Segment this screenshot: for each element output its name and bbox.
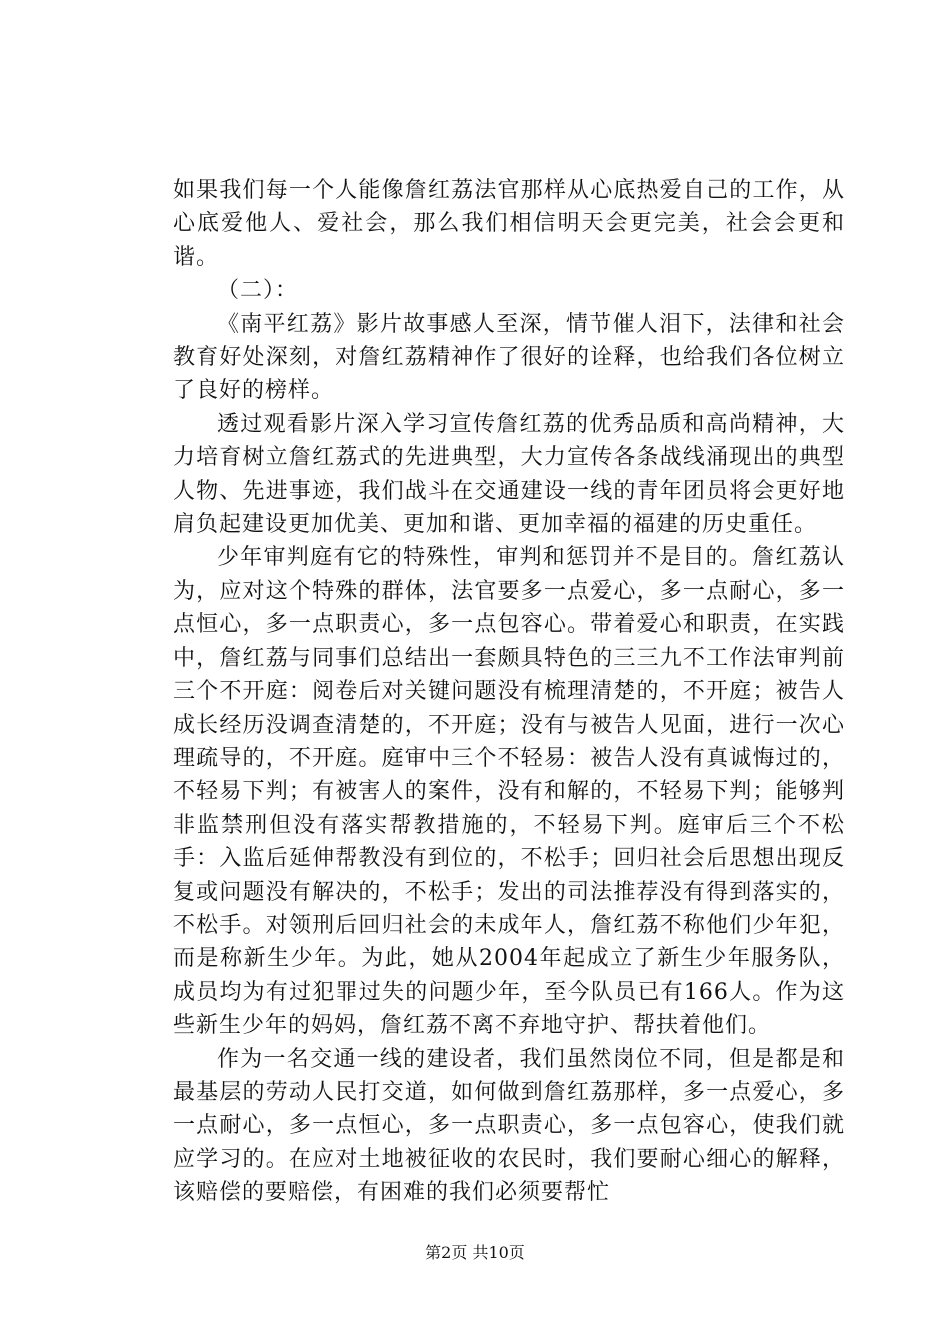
paragraph-3: 透过观看影片深入学习宣传詹红荔的优秀品质和高尚精神，大力培育树立詹红荔式的先进典型，大力宣传各条战线涌现出的典型人物、先进事迹，我们战斗在交通建设一线的青年团员将会更好地肩负起建设更加优美、更加和谐、更加幸福的福建的历史重任。 xyxy=(173,411,845,538)
paragraph-4: 少年审判庭有它的特殊性，审判和惩罚并不是目的。詹红荔认为，应对这个特殊的群体，法官要多一点爱心，多一点耐心，多一点恒心，多一点职责心，多一点包容心。带着爱心和职责，在实践中，詹红荔与同事们总结出一套颇具特色的三三九不工作法审判前三个不开庭：阅卷后对关键问题没有梳理清楚的，不开庭；被告人成长经历没调查清楚的，不开庭；没有与被告人见面，进行一次心理疏导的，不开庭。庭审中三个不轻易：被告人没有真诚悔过的，不轻易下判；有被害人的案件，没有和解的，不轻易下判；能够判非监禁刑但没有落实帮教措施的，不轻易下判。庭审后三个不松手：入监后延伸帮教没有到位的，不松手；回归社会后思想出现反复或问题没有解决的，不松手；发出的司法推荐没有得到落实的，不松手。对领刑后回归社会的未成年人，詹红荔不称他们少年犯，而是称新生少年。为此，她从2004年起成立了新生少年服务队，成员均为有过犯罪过失的问题少年，至今队员已有166人。作为这些新生少年的妈妈，詹红荔不离不弃地守护、帮扶着他们。 xyxy=(173,545,845,1039)
paragraph-1: 如果我们每一个人能像詹红荔法官那样从心底热爱自己的工作，从心底爱他人、爱社会，那么我们相信明天会更完美，社会会更和谐。 xyxy=(173,178,845,270)
page-footer: 第2页 共10页 xyxy=(425,1243,525,1262)
document-body xyxy=(173,174,845,1210)
section-heading: （二）： xyxy=(217,278,299,304)
paragraph-5: 作为一名交通一线的建设者，我们虽然岗位不同，但是都是和最基层的劳动人民打交道，如何做到詹红荔那样，多一点爱心，多一点耐心，多一点恒心，多一点职责心，多一点包容心，使我们就应学习的。在应对土地被征收的农民时，我们要耐心细心的解释，该赔偿的要赔偿，有困难的我们必须要帮忙 xyxy=(173,1046,845,1206)
paragraph-2: 《南平红荔》影片故事感人至深，情节催人泪下，法律和社会教育好处深刻，对詹红荔精神作了很好的诠释，也给我们各位树立了良好的榜样。 xyxy=(173,311,845,404)
